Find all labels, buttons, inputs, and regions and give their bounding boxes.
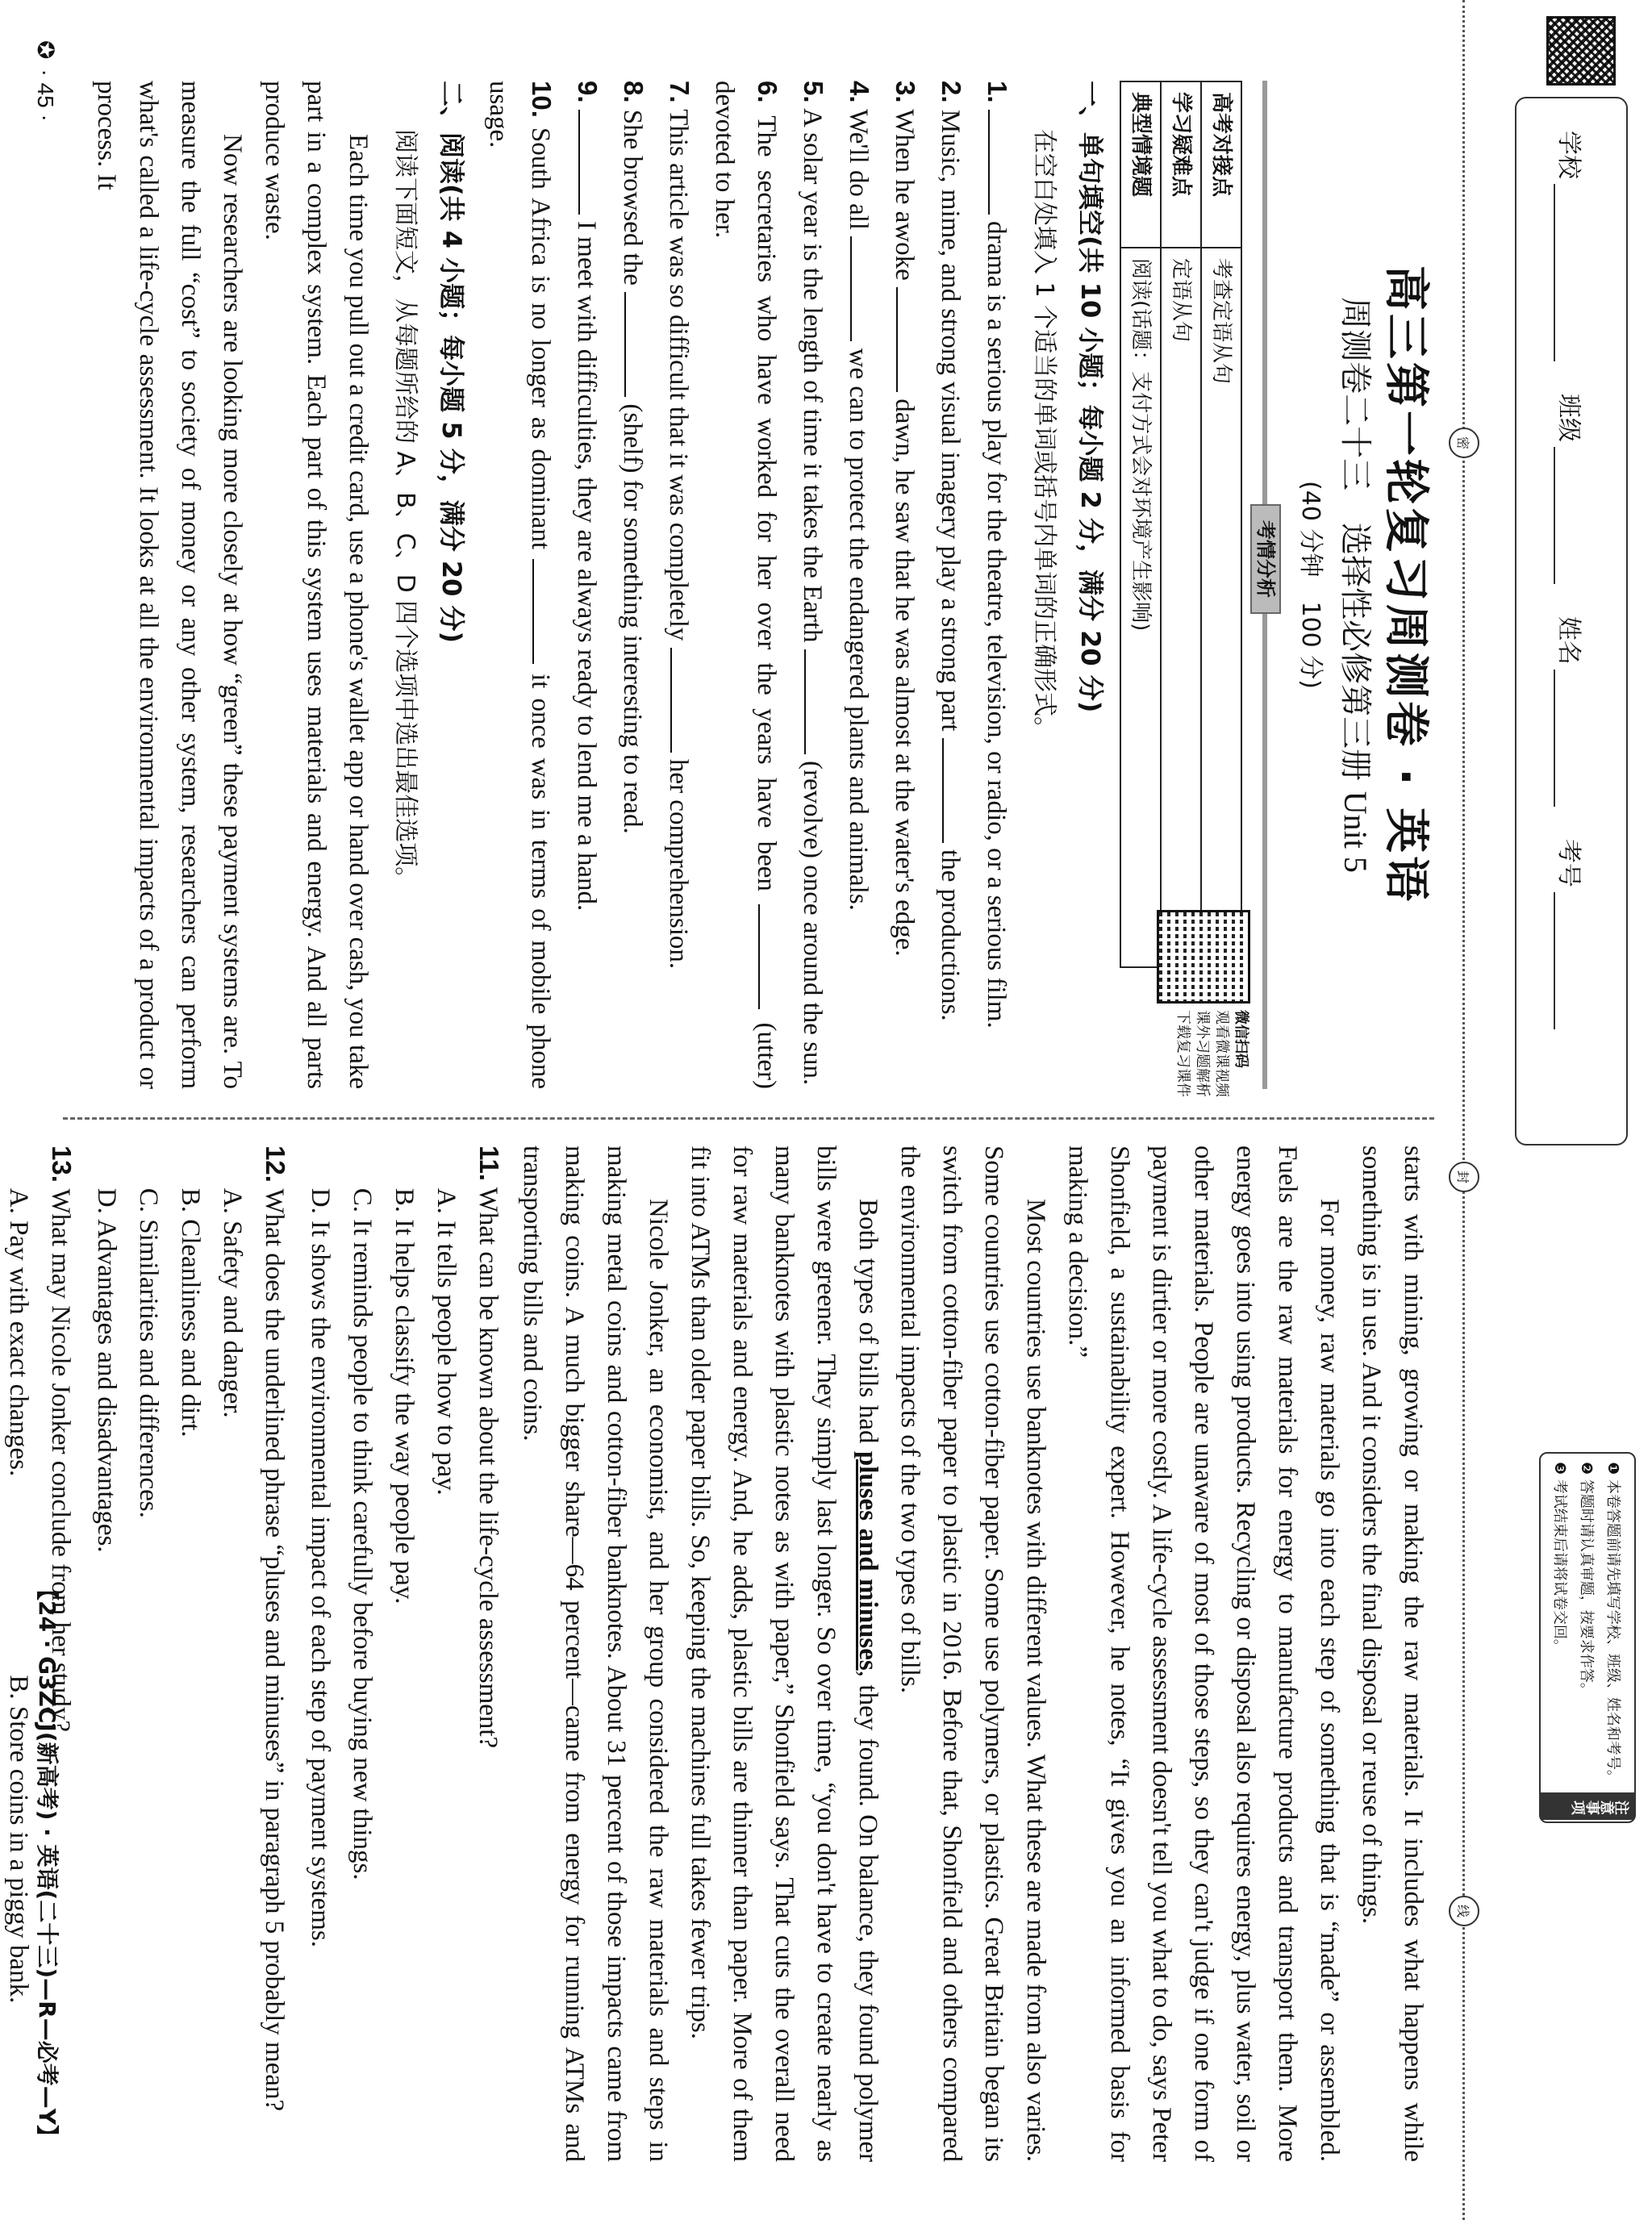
question-5 <box>791 81 834 1089</box>
table-row <box>1161 81 1201 967</box>
cut-line <box>1462 0 1465 2220</box>
question-3 <box>883 81 926 1089</box>
analysis-section <box>1120 81 1249 1097</box>
answer-blank[interactable] <box>988 110 1014 215</box>
question-number: 7. <box>665 81 695 103</box>
school-field[interactable] <box>1554 131 1589 361</box>
section-heading: 二、阅读(共 4 小题；每小题 5 分，满分 20 分) <box>436 81 467 644</box>
question-text: We'll do all <box>844 109 873 237</box>
question-text: (revolve) once around the sun. <box>798 753 827 1086</box>
exam-number-input[interactable] <box>1554 892 1579 1029</box>
question-stem: What may Nicole Jonker conclude from her study? <box>46 1188 75 1733</box>
question-text: we can to protect the endangered plants and animals. <box>844 341 873 911</box>
option-b[interactable]: B. Store coins in a piggy bank. <box>4 1675 33 2004</box>
name-input[interactable] <box>1554 670 1579 807</box>
question-stem: What does the underlined phrase “pluses and minuses” in paragraph 5 probably mean? <box>260 1188 289 2112</box>
question-number: 12. <box>261 1145 290 1183</box>
answer-blank[interactable] <box>804 649 830 754</box>
student-info-box <box>1515 97 1628 1145</box>
qr-line: 观看微课视频 <box>1213 1010 1230 1097</box>
question-number: 4. <box>845 81 874 103</box>
seal-mark: 封 <box>1449 1162 1479 1192</box>
notice-box <box>1539 1452 1636 1823</box>
passage-text: Both types of bills had <box>853 1199 882 1451</box>
question-text: I meet with difficulties, they are always ready to lend me a hand. <box>572 214 601 912</box>
question-number: 6. <box>753 81 782 103</box>
passage-paragraph: Now researchers are looking more closely at how “green” these payment systems are. To measure the full “cost” to society of money or any other system, researchers can perform what's called a life-cycle assessment. It looks at all the environmental impacts of a product or process. It <box>92 81 247 1089</box>
question-number: 2. <box>937 81 966 103</box>
question-4 <box>837 81 880 1089</box>
option-d[interactable]: D. Advantages and disadvantages. <box>92 1187 121 1553</box>
table-key: 高考对接点 <box>1201 81 1241 248</box>
class-input[interactable] <box>1554 447 1579 584</box>
class-field[interactable] <box>1554 394 1589 584</box>
passage-paragraph: starts with mining, growing or making the raw materials. It includes what happens while something is in use. And it considers the final disposal or reuse of things. <box>1357 1145 1428 2162</box>
wechat-qr-block[interactable] <box>1157 910 1250 1097</box>
answer-blank[interactable] <box>942 738 968 843</box>
question-text: drama is a serious play for the theatre, television, or radio, or a serious film. <box>982 214 1011 1029</box>
answer-blank[interactable] <box>896 287 922 392</box>
question-2 <box>929 81 972 1089</box>
question-text: Music, mime, and strong visual imagery play a strong part <box>936 109 965 738</box>
page-subtitle <box>1334 81 1376 1089</box>
question-6 <box>703 81 788 1089</box>
seal-mark: 线 <box>1449 1896 1479 1926</box>
option-list <box>86 1145 253 2162</box>
passage-text: , they found. On balance, they found polymer bills were greener. They simply last longer. So over time, “you don't have to create nearly as many banknotes with plastic notes as with paper,” Shonfield says. That cuts the overall need for raw materials and energy. And, he adds, plastic bills are thinner than paper. More of them fit into ATMs than older paper bills. So, keeping the machines full takes fewer trips. <box>686 1145 882 2163</box>
option-a[interactable]: A. Pay with exact changes. <box>4 1187 33 1477</box>
question-text: it once was in terms of mobile phone usage. <box>484 81 555 1089</box>
notice-body <box>1541 1454 1634 1792</box>
question-text: The secretaries who have worked for her over the years have been <box>752 115 781 905</box>
answer-blank[interactable] <box>758 904 784 1009</box>
qr-code-icon[interactable] <box>1157 910 1250 1004</box>
question-text: the productions. <box>936 842 965 1021</box>
question-11 <box>299 1145 510 2162</box>
answer-blank[interactable] <box>624 292 650 397</box>
option-a[interactable]: A. Safety and danger. <box>218 1187 247 1418</box>
qr-line: 课外习题解析 <box>1194 1010 1211 1097</box>
question-7 <box>657 81 700 1089</box>
question-text: her comprehension. <box>664 752 693 970</box>
question-12 <box>86 1145 296 2162</box>
question-number: 3. <box>891 81 920 103</box>
passage-paragraph: Most countries use banknotes with different values. What these are made from also varies. Some countries use cotton-fiber paper. Some use polymers, or plastics. Great Britain began its switch from cotton-fiber paper to plastic in 2016. Before that, Shonfield and others compared the environmental impacts of the two types of bills. <box>895 1145 1050 2162</box>
question-9 <box>565 81 608 1089</box>
exam-number-field[interactable] <box>1554 839 1589 1029</box>
notice-line: ❶ 本卷答题前请先填写学校、班级、姓名和考号。 <box>1604 1462 1622 1784</box>
question-number: 5. <box>799 81 828 103</box>
question-text: dawn, he saw that he was almost at the water's edge. <box>890 392 919 957</box>
question-text: A solar year is the length of time it takes the Earth <box>798 107 827 649</box>
time-score: (40 分钟 100 分) <box>1296 481 1325 689</box>
answer-blank[interactable] <box>578 110 604 215</box>
passage-paragraph: Each time you pull out a credit card, use a phone's wallet app or hand over cash, you take part in a complex system. Each part of this system uses materials and energy. And all parts produce waste. <box>260 81 373 1089</box>
analysis-table <box>1120 81 1242 968</box>
page-title: 高三第一轮复习周测卷 · 英语 <box>1379 265 1432 905</box>
option-b[interactable]: B. It helps classify the way people pay. <box>390 1187 419 1604</box>
option-c[interactable]: C. It reminds people to think carefully before buying new things. <box>348 1187 377 1880</box>
question-number: 11. <box>474 1145 504 1182</box>
exam-number-label: 考号 <box>1554 839 1583 887</box>
question-text: When he awoke <box>890 109 919 288</box>
question-text: (utter) devoted to her. <box>710 81 781 1090</box>
underlined-phrase: pluses and minuses <box>853 1450 882 1671</box>
school-label: 学校 <box>1554 131 1583 179</box>
question-stem: What can be known about the life-cycle assessment? <box>473 1187 503 1749</box>
option-a[interactable]: A. It tells people how to pay. <box>432 1187 461 1496</box>
question-number: 1. <box>982 81 1012 103</box>
left-column <box>86 81 1434 1097</box>
question-text: This article was so difficult that it was completely <box>664 109 693 648</box>
question-number: 10. <box>527 81 557 118</box>
table-key: 学习疑难点 <box>1161 81 1201 248</box>
analysis-bar <box>1250 81 1281 1089</box>
passage-paragraph <box>679 1145 889 2162</box>
question-number: 8. <box>619 81 649 103</box>
option-list <box>299 1145 467 2162</box>
notice-line: ❷ 答题时请认真审题，按要求作答。 <box>1578 1462 1596 1697</box>
question-10 <box>478 81 562 1089</box>
unit-label: Unit 5 <box>1337 791 1374 873</box>
table-row <box>1120 81 1161 967</box>
binding-strip <box>1442 0 1652 2220</box>
table-key: 典型情境题 <box>1120 81 1161 248</box>
school-input[interactable] <box>1554 184 1579 361</box>
section-instruction: 阅读下面短文，从每题所给的 A、B、C、D 四个选项中选出最佳选项。 <box>391 129 419 891</box>
name-label: 姓名 <box>1554 616 1583 665</box>
qr-caption <box>1173 1010 1250 1097</box>
column-divider <box>63 1117 1434 1120</box>
table-row <box>1201 81 1241 967</box>
question-text: South Africa is no longer as dominant <box>526 127 555 560</box>
answer-blank[interactable] <box>670 648 696 753</box>
option-b[interactable]: B. Cleanliness and dirt. <box>176 1187 205 1438</box>
notice-line: ❸ 考试结束后请将试卷交回。 <box>1550 1462 1568 1654</box>
passage-paragraph: Nicole Jonker, an economist, and her group considered the raw materials and steps in making metal coins and cotton-fiber banknotes. About 31 percent of those impacts came from making coins. A much bigger share—64 percent—came from energy for running ATMs and transporting bills and coins. <box>518 1145 673 2162</box>
class-label: 班级 <box>1554 394 1583 442</box>
question-text: (shelf) for something interesting to read. <box>618 397 647 834</box>
seal-mark: 密 <box>1449 428 1479 458</box>
qr-label: 微信扫码 <box>1233 1010 1249 1068</box>
question-8 <box>611 81 654 1089</box>
question-number: 9. <box>573 81 603 103</box>
right-column <box>0 1145 1434 2162</box>
question-text: She browsed the <box>618 109 647 293</box>
section-heading: 一、单句填空(共 10 小题；每小题 2 分，满分 20 分) <box>1075 81 1106 713</box>
page-footer <box>32 40 59 122</box>
qr-code-icon <box>1546 16 1616 86</box>
qr-line: 下载复习课件 <box>1174 1010 1191 1097</box>
paper-code: 【24 · G3ZCJ(新高考) · 英语(二十三)—R—必考—Y】 <box>34 1578 60 2147</box>
question-number: 13. <box>47 1145 77 1183</box>
answer-blank[interactable] <box>532 559 558 664</box>
name-field[interactable] <box>1554 616 1589 807</box>
section-instruction: 在空白处填入 1 个适当的单词或括号内单词的正确形式。 <box>1030 129 1058 741</box>
answer-blank[interactable] <box>850 236 876 341</box>
table-value: 阅读(话题：支付方式会对环境产生影响) <box>1120 248 1161 967</box>
subtitle-text: 周测卷二十三 选择性必修第三册 <box>1337 297 1374 782</box>
option-d[interactable]: D. It shows the environmental impact of each step of payment systems. <box>306 1187 335 1947</box>
star-icon: ✪ <box>33 40 58 60</box>
option-c[interactable]: C. Similarities and differences. <box>134 1187 163 1518</box>
table-value: 考查定语从句 <box>1201 248 1241 967</box>
analysis-tag: 考情分析 <box>1250 504 1281 614</box>
passage-paragraph: For money, raw materials go into each step of something that is “made” or assembled. Fuels are the raw materials for energy to manufacture products and transport them. More energy goes into using products. Recycling or disposal also requires energy, plus water, soil or other materials. People are unaware of most of those steps, so they can't judge if one form of payment is dirtier or more costly. A life-cycle assessment doesn't tell you what to do, says Peter Shonfield, a sustainability expert. However, he notes, “It gives you an informed basis for making a decision.” <box>1063 1145 1344 2162</box>
table-value: 定语从句 <box>1161 248 1201 967</box>
page-number: · 45 · <box>33 69 59 122</box>
question-1 <box>975 81 1018 1089</box>
notice-tag: 注意事项 <box>1541 1792 1634 1820</box>
